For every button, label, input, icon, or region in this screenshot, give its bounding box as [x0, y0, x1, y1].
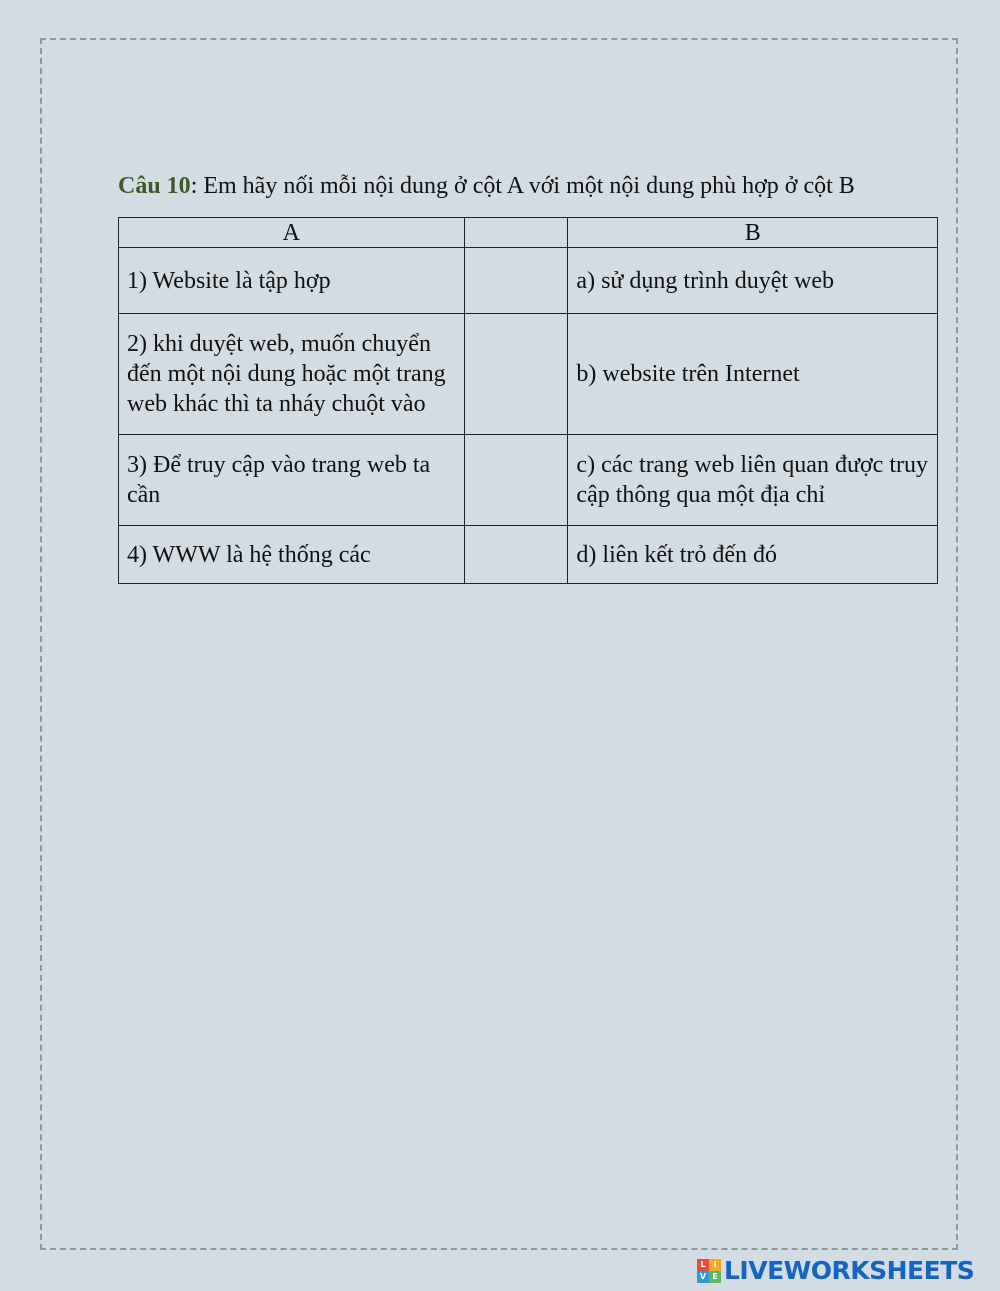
column-a-header: A — [119, 218, 465, 248]
table-row — [119, 314, 938, 435]
matching-table — [118, 217, 938, 584]
column-a-cell: 2) khi duyệt web, muốn chuyển đến một nội dung hoặc một trang web khác thì ta nháy chuột vào — [119, 314, 465, 435]
column-a-cell: 3) Để truy cập vào trang web ta cần — [119, 435, 465, 526]
column-b-header: B — [568, 218, 938, 248]
column-b-cell: d) liên kết trỏ đến đó — [568, 526, 938, 584]
table-row — [119, 526, 938, 584]
question-heading — [118, 170, 948, 202]
question-text: : Em hãy nối mỗi nội dung ở cột A với một nội dung phù hợp ở cột B — [190, 173, 855, 199]
answer-cell[interactable] — [464, 314, 568, 435]
column-a-cell: 4) WWW là hệ thống các — [119, 526, 465, 584]
column-b-cell: c) các trang web liên quan được truy cập thông qua một địa chỉ — [568, 435, 938, 526]
column-b-cell: a) sử dụng trình duyệt web — [568, 248, 938, 314]
table-row — [119, 248, 938, 314]
answer-column-header — [464, 218, 568, 248]
table-row — [119, 435, 938, 526]
liveworksheets-logo[interactable] — [697, 1257, 974, 1285]
logo-text: LIVEWORKSHEETS — [724, 1256, 975, 1285]
question-label: Câu 10 — [118, 173, 191, 199]
answer-cell[interactable] — [464, 248, 568, 314]
answer-cell[interactable] — [464, 435, 568, 526]
table-header-row — [119, 218, 938, 248]
column-b-cell: b) website trên Internet — [568, 314, 938, 435]
answer-cell[interactable] — [464, 526, 568, 584]
column-a-cell: 1) Website là tập hợp — [119, 248, 465, 314]
logo-mark-icon: L I V E — [697, 1259, 721, 1283]
